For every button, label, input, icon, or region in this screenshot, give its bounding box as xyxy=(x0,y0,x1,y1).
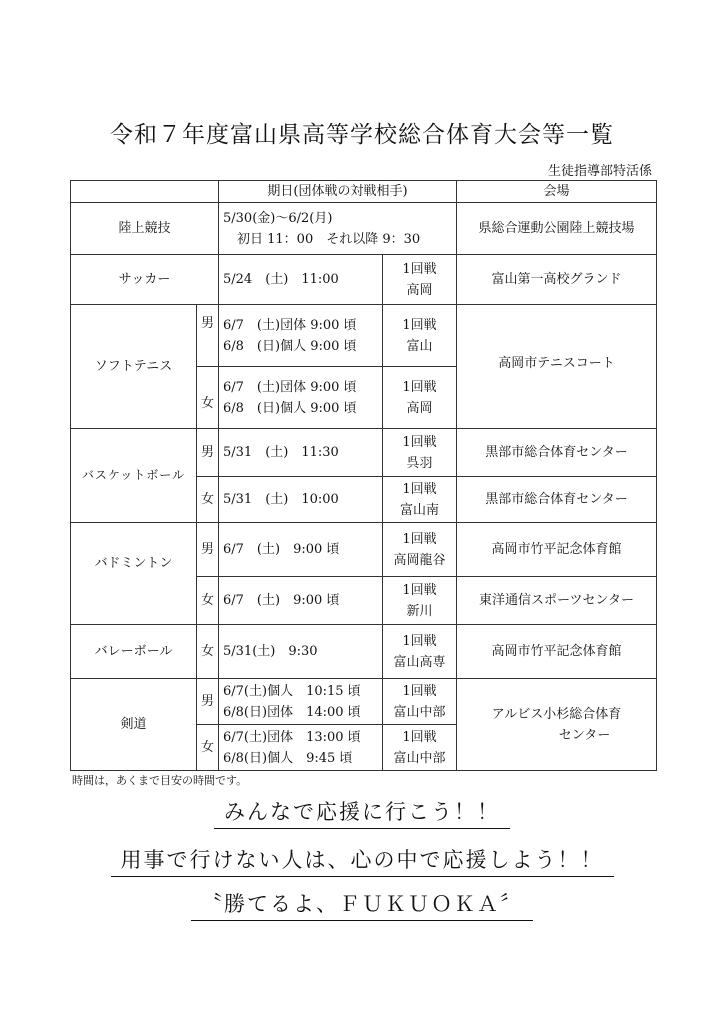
table-row xyxy=(71,255,657,305)
slogan-text: みんなで応援に行こう！！ xyxy=(214,796,510,829)
slogan-text: 用事で行けない人は、心の中で応援しよう！！ xyxy=(111,844,614,877)
venue-line: センター xyxy=(558,727,611,743)
gender-cell: 女 xyxy=(197,725,219,771)
venue-cell xyxy=(457,679,657,771)
opponent-cell xyxy=(383,679,457,725)
header-row xyxy=(71,181,657,203)
date-line: 6/8 (日)個人 9:00 頃 xyxy=(223,338,357,354)
gender-cell: 女 xyxy=(197,625,219,679)
slogan-2 xyxy=(0,844,724,877)
slogan-3 xyxy=(0,888,724,921)
table-row xyxy=(71,625,657,679)
venue-cell: 富山第一高校グランド xyxy=(457,255,657,305)
gender-cell: 女 xyxy=(197,477,219,523)
opponent-cell xyxy=(383,725,457,771)
opponent-cell xyxy=(383,429,457,477)
opponent-label: 高岡 xyxy=(406,282,433,298)
venue-cell: 黒部市総合体育センター xyxy=(457,477,657,523)
date-line: 初日 11：00 それ以降 9：30 xyxy=(237,231,421,247)
gender-cell: 女 xyxy=(197,577,219,625)
table-row xyxy=(71,203,657,255)
round-label: 1回戦 xyxy=(402,379,437,395)
gender-cell: 男 xyxy=(197,305,219,367)
time-note: 時間は，あくまで目安の時間です。 xyxy=(72,774,248,787)
slogan-text: 〝勝てるよ、ＦＵＫＵＯＫＡ〞 xyxy=(191,888,533,921)
opponent-cell xyxy=(383,255,457,305)
header-date: 期日(団体戦の対戦相手) xyxy=(219,181,457,203)
schedule-table xyxy=(70,180,657,771)
slogan-1 xyxy=(0,796,724,829)
page-title: 令和７年度富山県高等学校総合体育大会等一覧 xyxy=(110,122,614,148)
date-line: 6/8(日)団体 14:00 頃 xyxy=(223,704,361,720)
opponent-cell xyxy=(383,625,457,679)
date-line: 6/8 (日)個人 9:00 頃 xyxy=(223,400,357,416)
opponent-label: 富山中部 xyxy=(393,704,446,720)
date-cell: 5/24 (土) 11:00 xyxy=(219,255,383,305)
sport-name: サッカー xyxy=(71,255,219,305)
date-cell xyxy=(219,679,383,725)
date-cell xyxy=(219,367,383,429)
round-label: 1回戦 xyxy=(402,633,437,649)
table-row xyxy=(71,305,657,367)
date-line: 6/7(土)個人 10:15 頃 xyxy=(223,683,361,699)
round-label: 1回戦 xyxy=(402,481,437,497)
opponent-label: 富山高専 xyxy=(393,654,446,670)
date-line: 5/30(金)～6/2(月) xyxy=(223,210,333,226)
venue-line: アルビス小杉総合体育 xyxy=(491,706,622,722)
venue-cell: 黒部市総合体育センター xyxy=(457,429,657,477)
table-row xyxy=(71,523,657,577)
round-label: 1回戦 xyxy=(402,434,437,450)
header-venue: 会場 xyxy=(457,181,657,203)
date-cell xyxy=(219,203,457,255)
venue-cell: 東洋通信スポーツセンター xyxy=(457,577,657,625)
gender-cell: 男 xyxy=(197,523,219,577)
venue-cell: 高岡市テニスコート xyxy=(457,305,657,429)
round-label: 1回戦 xyxy=(402,729,437,745)
date-cell: 6/7 (土) 9:00 頃 xyxy=(219,577,383,625)
round-label: 1回戦 xyxy=(402,582,437,598)
gender-cell: 男 xyxy=(197,429,219,477)
sport-name: バドミントン xyxy=(71,523,197,625)
opponent-label: 富山 xyxy=(406,338,433,354)
sport-name: ソフトテニス xyxy=(71,305,197,429)
sport-name: バスケットボール xyxy=(71,429,197,523)
opponent-label: 新川 xyxy=(406,603,433,619)
department-label: 生徒指導部特活係 xyxy=(547,164,652,179)
date-cell xyxy=(219,725,383,771)
opponent-cell xyxy=(383,477,457,523)
round-label: 1回戦 xyxy=(402,261,437,277)
venue-cell: 高岡市竹平記念体育館 xyxy=(457,523,657,577)
date-cell: 5/31 (土) 11:30 xyxy=(219,429,383,477)
opponent-label: 富山南 xyxy=(399,502,439,518)
opponent-cell xyxy=(383,305,457,367)
sport-name: 陸上競技 xyxy=(71,203,219,255)
date-line: 6/7 (土)団体 9:00 頃 xyxy=(223,317,357,333)
opponent-label: 高岡 xyxy=(406,400,433,416)
table-row xyxy=(71,679,657,725)
sport-name: バレーボール xyxy=(71,625,197,679)
header-blank xyxy=(71,181,219,203)
sport-name: 剣道 xyxy=(71,679,197,771)
gender-cell: 男 xyxy=(197,679,219,725)
gender-cell: 女 xyxy=(197,367,219,429)
date-cell: 5/31(土) 9:30 xyxy=(219,625,383,679)
opponent-label: 富山中部 xyxy=(393,750,446,766)
date-line: 6/8(日)個人 9:45 頃 xyxy=(223,750,353,766)
venue-cell: 高岡市竹平記念体育館 xyxy=(457,625,657,679)
round-label: 1回戦 xyxy=(402,531,437,547)
round-label: 1回戦 xyxy=(402,317,437,333)
date-cell xyxy=(219,305,383,367)
date-line: 6/7 (土)団体 9:00 頃 xyxy=(223,379,357,395)
venue-cell: 県総合運動公園陸上競技場 xyxy=(457,203,657,255)
table-row xyxy=(71,429,657,477)
opponent-cell xyxy=(383,577,457,625)
opponent-label: 高岡龍谷 xyxy=(393,552,446,568)
round-label: 1回戦 xyxy=(402,683,437,699)
date-cell: 6/7 (土) 9:00 頃 xyxy=(219,523,383,577)
date-line: 6/7(土)団体 13:00 頃 xyxy=(223,729,361,745)
opponent-cell xyxy=(383,523,457,577)
opponent-cell xyxy=(383,367,457,429)
opponent-label: 呉羽 xyxy=(406,455,433,471)
date-cell: 5/31 (土) 10:00 xyxy=(219,477,383,523)
